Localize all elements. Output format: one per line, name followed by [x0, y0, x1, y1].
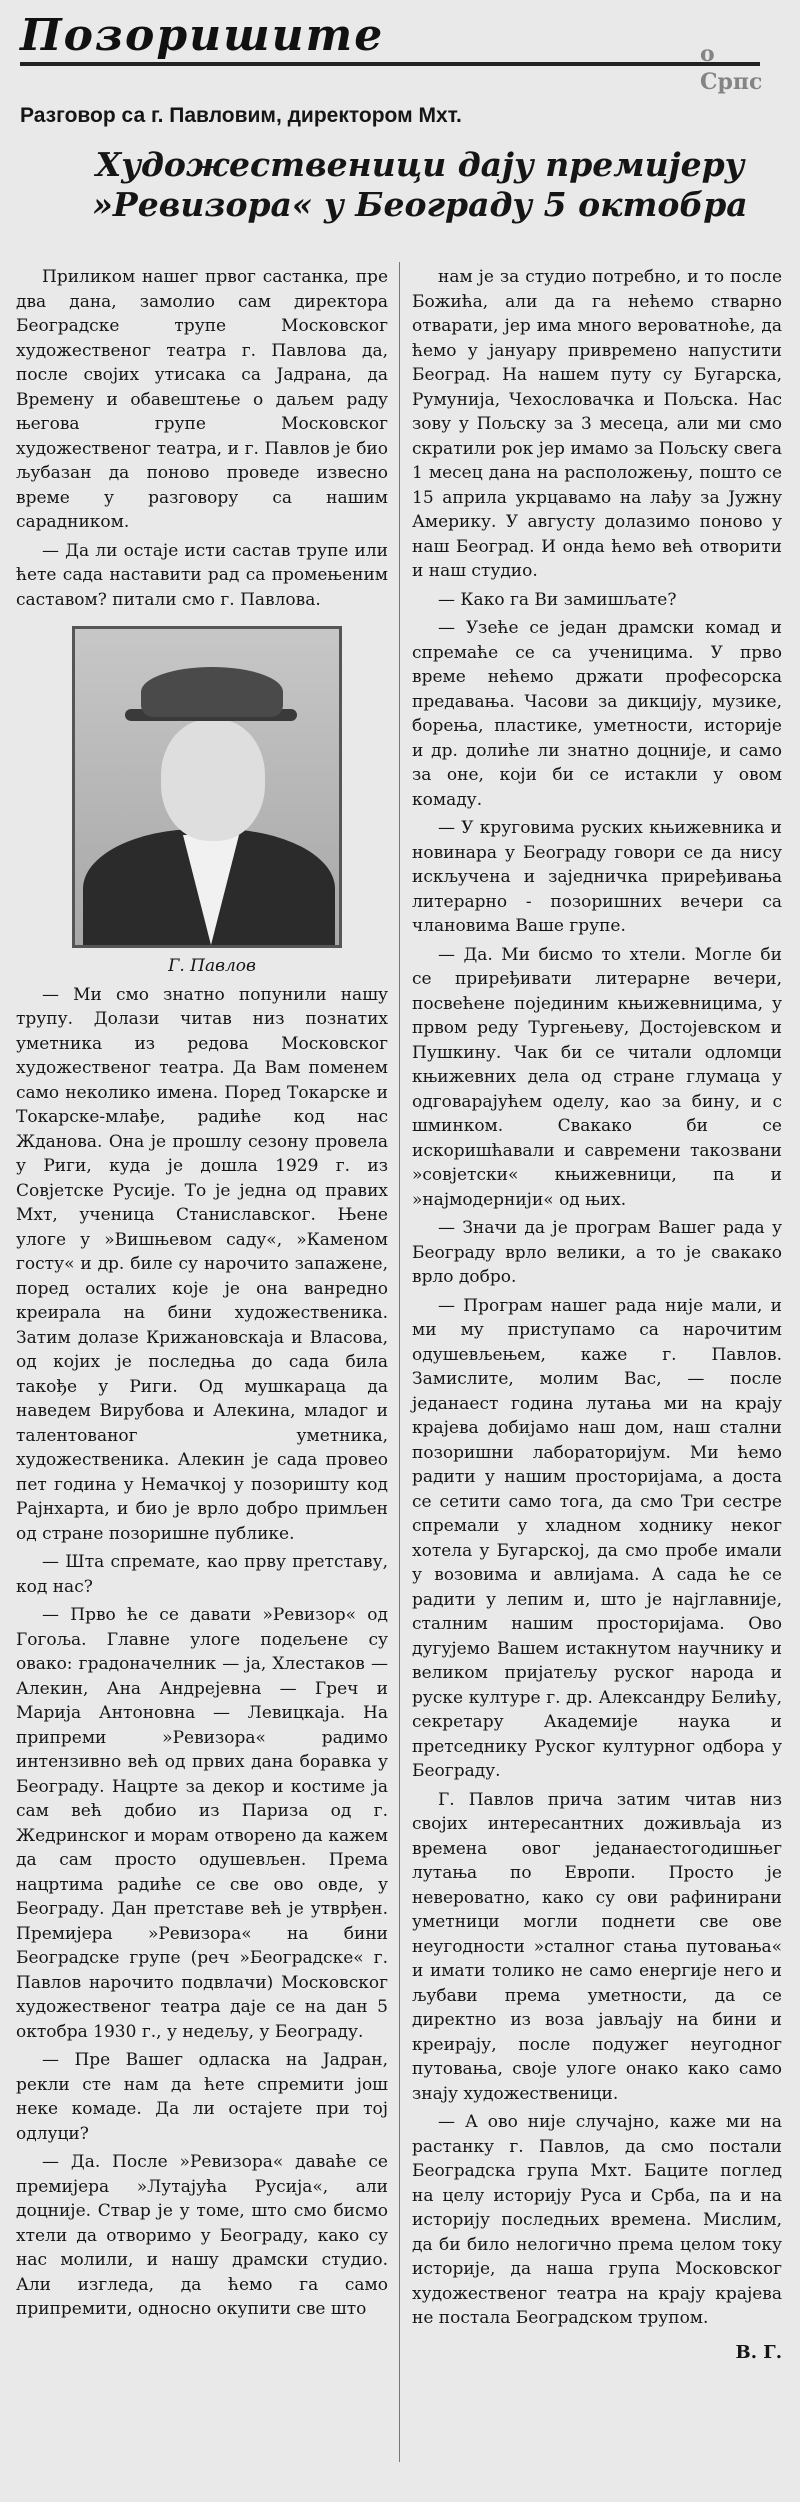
article-paragraph: — Да. После »Ревизора« даваће се премијера »Лутајућа Русија«, али доцније. Ствар је у томе, што смо бисмо хтели да отворимо у Београду, како су нас молили, и нашу драмски студио. Али изгледа, да ћемо га само припремити, односно окупити све што — [16, 2152, 388, 2319]
photo-caption: Г. Павлов — [168, 956, 256, 976]
portrait-photo-block — [72, 626, 352, 979]
article-paragraph: — У круговима руских књижевника и новинара у Београду говори се да нису искључена и заједничка приређивања литерарно - позоришних вечери са члановима Ваше групе. — [412, 818, 782, 936]
article-paragraph: Г. Павлов прича затим читав низ својих интересантних доживљаја из времена овог једанаестогодишњег лутања по Европи. Просто је невероватно, како су ови рафинирани уметници могли поднети све ове неугодности »сталног стања путовања« и имати толико не само енергије него и љубави према уметности, да се директно из воза јављају на бини и креирају, после подужег неугодног путовања, своје улоге онако како само знају художественици. — [412, 1789, 782, 2104]
article-headline: Художественици дају премијеру »Ревизора« у Београду 5 октобра — [92, 145, 748, 224]
article-paragraph: — Шта спремате, као прву претставу, код нас? — [16, 1552, 388, 1597]
article-paragraph: — Значи да је програм Вашег рада у Београду врло велики, а то је свакако врло добро. — [412, 1218, 782, 1287]
portrait-photo — [72, 626, 342, 948]
article-paragraph: — Пре Вашег одласка на Јадран, рекли сте нам да ћете спремити још неке комаде. Да ли остајете при тој одлуци? — [16, 2050, 388, 2144]
left-column — [16, 265, 388, 2326]
article-paragraph: — Да ли остаје исти састав трупе или ћете сада наставити рад са промењеним саставом? питали смо г. Павлова. — [16, 540, 388, 610]
article-paragraph: — Ми смо знатно попунили нашу трупу. Долази читав низ познатих уметника из редова Московског художественог театра. Да Вам поменем само неколико имена. Поред Токарске и Токарске-млађе, радиће код нас Жданова. Она је прошлу сезону провела у Риги, куда је дошла 1929 г. из Совјетске Русије. То је једна од правих Мхт, ученица Станиславског. Њене улоге у »Вишњевом саду«, »Каменом госту« и др. биле су нарочито запажене, поред осталих које је она ванредно креирала на бини художественика. Затим долазе Крижановскаја и Власова, од којих је последња до сада била такође у Риги. Од мушкараца да наведем Вирубова и Алекина, младог и талентованог уметника, художественика. Алекин је сада провео пет година у Немачкој у позоришту код Рајнхарта, и био је врло добро примљен од стране позоришне публике. — [16, 984, 388, 1544]
section-title: Позоришите — [20, 10, 385, 61]
masthead-rule — [20, 62, 760, 66]
article-paragraph: — Како га Ви замишљате? — [438, 589, 677, 610]
column-divider — [399, 262, 400, 2462]
neighbor-article-fragment: о Српс — [700, 41, 763, 95]
article-paragraph: — А ово није случајно, каже ми на растанку г. Павлов, да смо постали Београдска група Мхт. Баците поглед на целу историју Руса и Срба, па и на историју последњих времена. Мислим, да би било нелогично према целом току историје, да наша група Московског художественог театра на крају крајева не постала Београдском трупом. — [412, 2112, 782, 2328]
article-paragraph: — Узеће се један драмски комад и спремаће се са ученицима. У прво време нећемо држати професорска предавања. Часови за дикцију, музике, борења, пластике, уметности, историје и др. долиће ли знатно доцније, и само за оне, који би се истакли у овом комаду. — [412, 618, 782, 810]
article-paragraph: нам је за студио потребно, и то после Божића, али да га нећемо стварно отварати, јер има много вероватноће, да ћемо у јануару привремено напустити Београд. На нашем путу су Бугарска, Румунија, Чехословачка и Пољска. Нас зову у Пољску за 3 месеца, али ми смо скратили рок јер имамо за Пољску свега 1 месец дана на расположењу, пошто се 15 априла укрцавамо на лађу за Јужну Америку. У августу долазимо поново у наш Београд. И онда ћемо већ отворити и наш студио. — [412, 267, 782, 581]
section-masthead — [20, 10, 780, 72]
author-signature: В. Г. — [735, 2341, 782, 2363]
article-paragraph: — Да. Ми бисмо то хтели. Могле би се приређивати литерарне вечери, посвећене појединим књижевницима, у првом реду Тургењеву, Достојевском и Пушкину. Чак би се читали одломци књижевних дела од стране глумаца у одговарајућем оделу, као за бину, и с шминком. Свакако би се искоришћавали и савремени такозвани »совјетски« књижевници, па и »најмодернији« од њих. — [412, 944, 782, 1210]
right-column — [412, 265, 782, 2365]
article-paragraph: — Програм нашег рада није мали, и ми му приступамо са нарочитим одушевљењем, каже г. Павлов. Замислите, молим Вас, — после једанаест година лутања ми на крају крајева добијамо наш дом, наш стални позоришни лабораторијум. Ми ћемо радити у нашим просторијама, а доста се сетити само тога, да смо Три сестре спремали у хладном ходнику неког хотела у Бугарској, да смо пробе имали у возовима и авлијама. А сада ће се радити у лепим и, што је најглавније, сталним нашим просторијама. Ово дугујемо Вашем истакнутом научнику и великом пријатељу руског народа и руске културе г. др. Александру Белићу, секретару Академије наука и претседнику Руског културног одбора у Београду. — [412, 1295, 782, 1781]
article-kicker: Разговор са г. Павловим, директором Мхт. — [20, 104, 462, 127]
article-paragraph: — Прво ће се давати »Ревизор« од Гогоља. Главне улоге подељене су овако: градоначелник — ја, Хлестаков — Алекин, Ана Андрејевна — Греч и Марија Антоновна — Левицкаја. На припреми »Ревизора« радимо интензивно већ од првих дана боравка у Београду. Нацрте за декор и костиме ја сам већ добио из Париза од г. Жедринског и морам отворено да кажем да сам просто одушевљен. Према нацртима радиће се све ово овде, у Београду. Дан претставе већ је утврђен. Премијера »Ревизора« на бини Београдске групе (реч »Београдске« г. Павлов нарочито подвлачи) Московског художественог театра даје се на дан 5 октобра 1930 г., у недељу, у Београду. — [16, 1605, 388, 2042]
article-paragraph: Приликом нашег првог састанка, пре два дана, замолио сам директора Београдске трупе Московског художественог театра г. Павлова да, после својих утисака са Јадрана, да Времену и обавештење о даљем раду његова групе Московског художественог театра, и г. Павлов је био љубазан да поново проведе извесно време у разговору са нашим сарадником. — [16, 267, 388, 532]
